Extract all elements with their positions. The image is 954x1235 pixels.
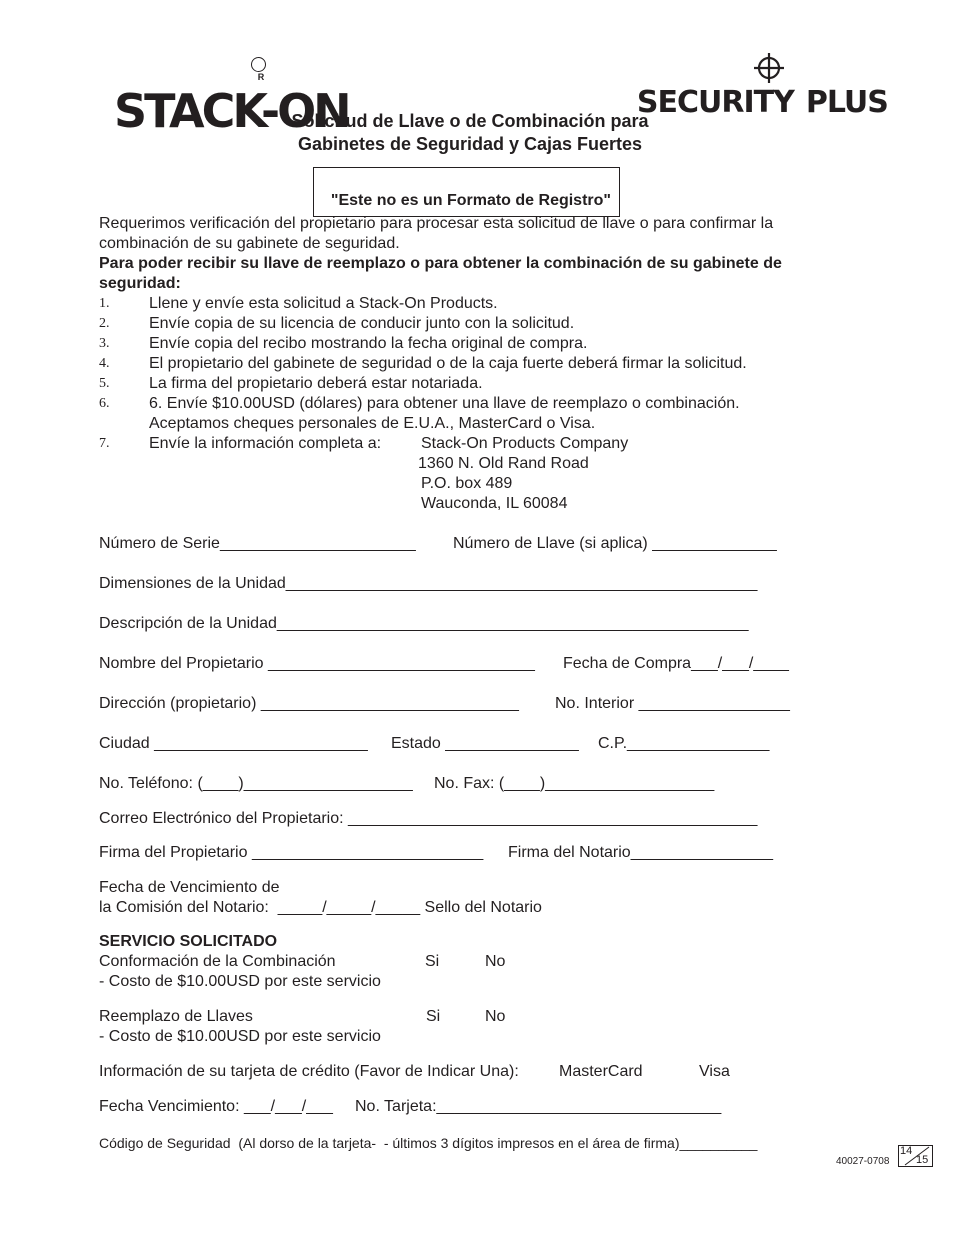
phone-field[interactable]: No. Teléfono: (____)___________________ (99, 775, 413, 792)
step-text: La firma del propietario deberá estar notariada. (149, 375, 483, 392)
card-number-field[interactable]: No. Tarjeta:________________________________ (355, 1098, 722, 1115)
key-cost: - Costo de $10.00USD por este servicio (99, 1028, 381, 1045)
unit-description-field[interactable]: Descripción de la Unidad_____________________________________________________ (99, 615, 749, 632)
stack-on-logo-text: STACK-ON (114, 84, 349, 138)
security-logo-text: SECURITY (636, 85, 794, 120)
key-yes-option[interactable]: Si (426, 1008, 441, 1025)
registered-mark: R (251, 57, 266, 72)
key-number-field[interactable]: Número de Llave (si aplica) ______________ (453, 535, 777, 552)
step-text: El propietario del gabinete de seguridad o de la caja fuerte deberá firmar la solicitud. (149, 355, 747, 372)
purchase-date-field[interactable]: Fecha de Compra___/___/____ (563, 655, 789, 672)
address-line2: 1360 N. Old Rand Road (418, 455, 589, 472)
step-number: 7. (99, 436, 110, 451)
combination-cost: - Costo de $10.00USD por este servicio (99, 973, 381, 990)
step-text: Aceptamos cheques personales de E.U.A., MasterCard o Visa. (149, 415, 596, 432)
intro-bold-line1: Para poder recibir su llave de reemplazo o para obtener la combinación de su gabinete de (99, 255, 782, 272)
plus-logo-text: PLUS (805, 85, 888, 120)
key-no-option[interactable]: No (485, 1008, 506, 1025)
interior-number-field[interactable]: No. Interior _________________ (555, 695, 790, 712)
city-field[interactable]: Ciudad ________________________ (99, 735, 368, 752)
step-number: 6. (99, 396, 110, 411)
step-text: Envíe la información completa a: (149, 435, 382, 452)
page-total: 15 (916, 1154, 929, 1166)
step-text: 6. Envíe $10.00USD (dólares) para obtener una llave de reemplazo o combinación. (149, 395, 740, 412)
service-heading: SERVICIO SOLICITADO (99, 933, 278, 950)
card-expiration-field[interactable]: Fecha Vencimiento: ___/___/___ (99, 1098, 333, 1115)
postal-code-field[interactable]: C.P.________________ (598, 735, 770, 752)
document-code: 40027-0708 (836, 1156, 890, 1167)
address-line1: Stack-On Products Company (421, 435, 629, 452)
step-number: 1. (99, 296, 110, 311)
combination-yes-option[interactable]: Si (425, 953, 440, 970)
crosshair-icon (754, 53, 784, 83)
notary-expiration-field[interactable]: la Comisión del Notario: _____/_____/_____ Sello del Notario (99, 899, 542, 916)
step-number: 5. (99, 376, 110, 391)
page-current: 14 (900, 1145, 913, 1157)
step-number: 3. (99, 336, 110, 351)
fax-field[interactable]: No. Fax: (____)___________________ (434, 775, 715, 792)
step-text: Llene y envíe esta solicitud a Stack-On Products. (149, 295, 498, 312)
step-number: 2. (99, 316, 110, 331)
intro-line1: Requerimos verificación del propietario para procesar esta solicitud de llave o para confirmar la (99, 215, 774, 232)
notary-expiration-label: Fecha de Vencimiento de (99, 879, 280, 896)
plus-logo (787, 52, 888, 120)
address-line4: Wauconda, IL 60084 (421, 495, 568, 512)
credit-card-info-label: Información de su tarjeta de crédito (Favor de Indicar Una): (99, 1063, 519, 1080)
email-field[interactable]: Correo Electrónico del Propietario: ______________________________________________ (99, 810, 758, 827)
owner-name-field[interactable]: Nombre del Propietario ______________________________ (99, 655, 535, 672)
visa-option[interactable]: Visa (699, 1063, 730, 1080)
notary-signature-field[interactable]: Firma del Notario________________ (508, 844, 774, 861)
security-code-field[interactable]: Código de Seguridad (Al dorso de la tarjeta- - últimos 3 dígitos impresos en el área de firma)__________ (99, 1135, 758, 1151)
serial-number-field[interactable]: Número de Serie______________________ (99, 535, 416, 552)
intro-bold-line2: seguridad: (99, 275, 181, 292)
address-line3: P.O. box 489 (421, 475, 513, 492)
page-number (898, 1145, 933, 1167)
step-text: Envíe copia de su licencia de conducir junto con la solicitud. (149, 315, 575, 332)
combination-no-option[interactable]: No (485, 953, 506, 970)
owner-signature-field[interactable]: Firma del Propietario __________________________ (99, 844, 484, 861)
owner-address-field[interactable]: Dirección (propietario) _____________________________ (99, 695, 519, 712)
key-service-label: Reemplazo de Llaves (99, 1008, 253, 1025)
notice-box (313, 167, 620, 217)
step-number: 4. (99, 356, 110, 371)
form-title-line1: Solicitud de Llave o de Combinación para (291, 111, 649, 131)
form-title-line2: Gabinetes de Seguridad y Cajas Fuertes (297, 134, 643, 154)
state-field[interactable]: Estado _______________ (391, 735, 579, 752)
notice-text: "Este no es un Formato de Registro" (330, 192, 611, 209)
mastercard-option[interactable]: MasterCard (559, 1063, 643, 1080)
unit-dimensions-field[interactable]: Dimensiones de la Unidad_____________________________________________________ (99, 575, 758, 592)
intro-line2: combinación de su gabinete de seguridad. (99, 235, 400, 252)
step-text: Envíe copia del recibo mostrando la fecha original de compra. (149, 335, 588, 352)
combination-service-label: Conformación de la Combinación (99, 953, 336, 970)
